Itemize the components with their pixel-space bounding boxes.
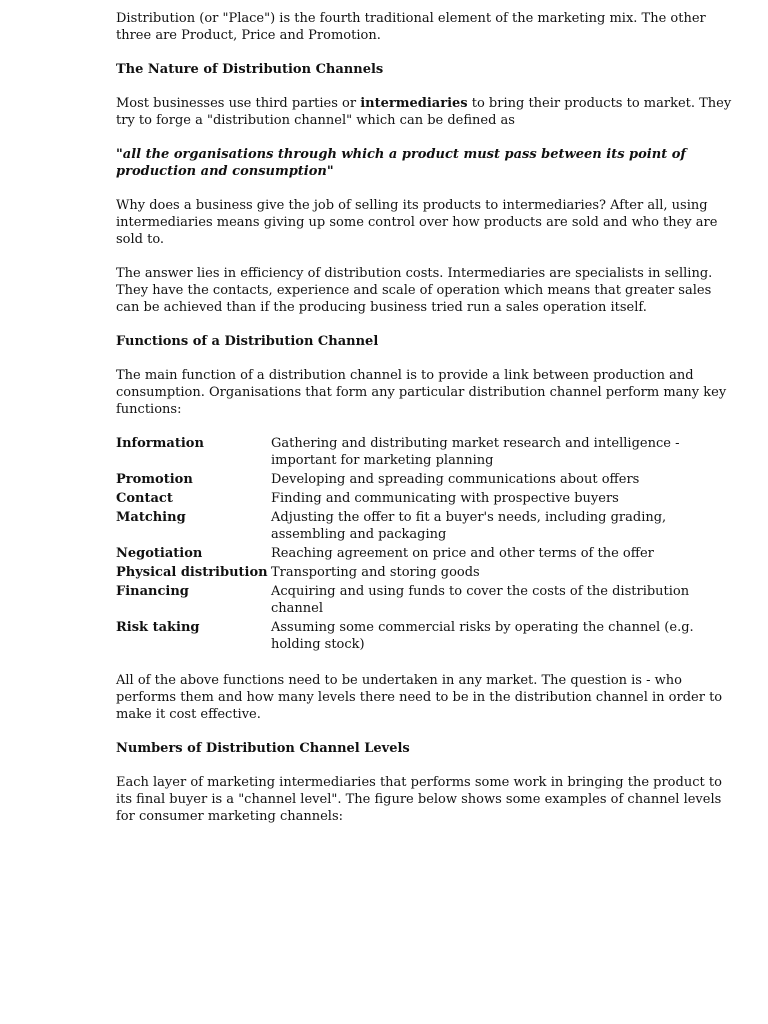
intermediaries-text-after: to bring their products to market. They try to forge a "distribution channel" which can be defined as xyxy=(116,96,732,128)
function-term: Matching xyxy=(116,510,186,525)
function-row xyxy=(116,509,732,545)
why-intermediaries-paragraph: Why does a business give the job of selling its products to intermediaries? After all, using intermediaries means giving up some control over how products are sold and who they are sold to. xyxy=(116,198,718,247)
function-row xyxy=(116,490,732,509)
function-row xyxy=(116,471,732,490)
intro-paragraph: Distribution (or "Place") is the fourth traditional element of the marketing mix. The other three are Product, Price and Promotion. xyxy=(116,11,706,43)
function-description: Assuming some commercial risks by operating the channel (e.g. holding stock) xyxy=(271,620,694,652)
function-term: Negotiation xyxy=(116,546,203,561)
functions-summary-paragraph: All of the above functions need to be undertaken in any market. The question is - who performs them and how many levels there need to be in the distribution channel in order to make it cost effective. xyxy=(116,673,723,722)
intermediaries-bold-term: intermediaries xyxy=(360,96,468,111)
function-term: Risk taking xyxy=(116,620,200,635)
functions-table xyxy=(116,435,732,655)
intermediaries-paragraph xyxy=(116,95,732,129)
function-term: Contact xyxy=(116,491,173,506)
function-description: Developing and spreading communications about offers xyxy=(271,472,640,487)
function-row xyxy=(116,545,732,564)
channel-levels-paragraph: Each layer of marketing intermediaries that performs some work in bringing the product to its final buyer is a "channel level". The figure below shows some examples of channel levels for consumer marketing channels: xyxy=(116,775,722,824)
heading-functions: Functions of a Distribution Channel xyxy=(116,334,379,349)
function-description: Finding and communicating with prospective buyers xyxy=(271,491,619,506)
function-row xyxy=(116,435,732,471)
function-row xyxy=(116,583,732,619)
heading-channel-levels: Numbers of Distribution Channel Levels xyxy=(116,741,410,756)
function-term: Financing xyxy=(116,584,189,599)
document-page xyxy=(116,10,732,842)
heading-nature-of-channels: The Nature of Distribution Channels xyxy=(116,62,384,77)
function-description: Gathering and distributing market research and intelligence - important for marketing planning xyxy=(271,436,680,468)
functions-intro-paragraph: The main function of a distribution channel is to provide a link between production and consumption. Organisations that form any particular distribution channel perform many key functions: xyxy=(116,368,727,417)
function-description: Reaching agreement on price and other terms of the offer xyxy=(271,546,654,561)
function-row xyxy=(116,564,732,583)
function-term: Physical distribution xyxy=(116,565,268,580)
intermediaries-text-before: Most businesses use third parties or xyxy=(116,96,361,111)
function-row xyxy=(116,619,732,655)
function-term: Information xyxy=(116,436,204,451)
function-description: Acquiring and using funds to cover the costs of the distribution channel xyxy=(271,584,690,616)
definition-quote: "all the organisations through which a product must pass between its point of production and consumption" xyxy=(116,147,686,179)
efficiency-paragraph: The answer lies in efficiency of distribution costs. Intermediaries are specialists in selling. They have the contacts, experience and scale of operation which means that greater sales can be achieved than if the producing business tried run a sales operation itself. xyxy=(116,266,713,315)
function-description: Adjusting the offer to fit a buyer's needs, including grading, assembling and packaging xyxy=(271,510,667,542)
function-description: Transporting and storing goods xyxy=(271,565,480,580)
functions-table-body xyxy=(116,435,732,655)
function-term: Promotion xyxy=(116,472,193,487)
